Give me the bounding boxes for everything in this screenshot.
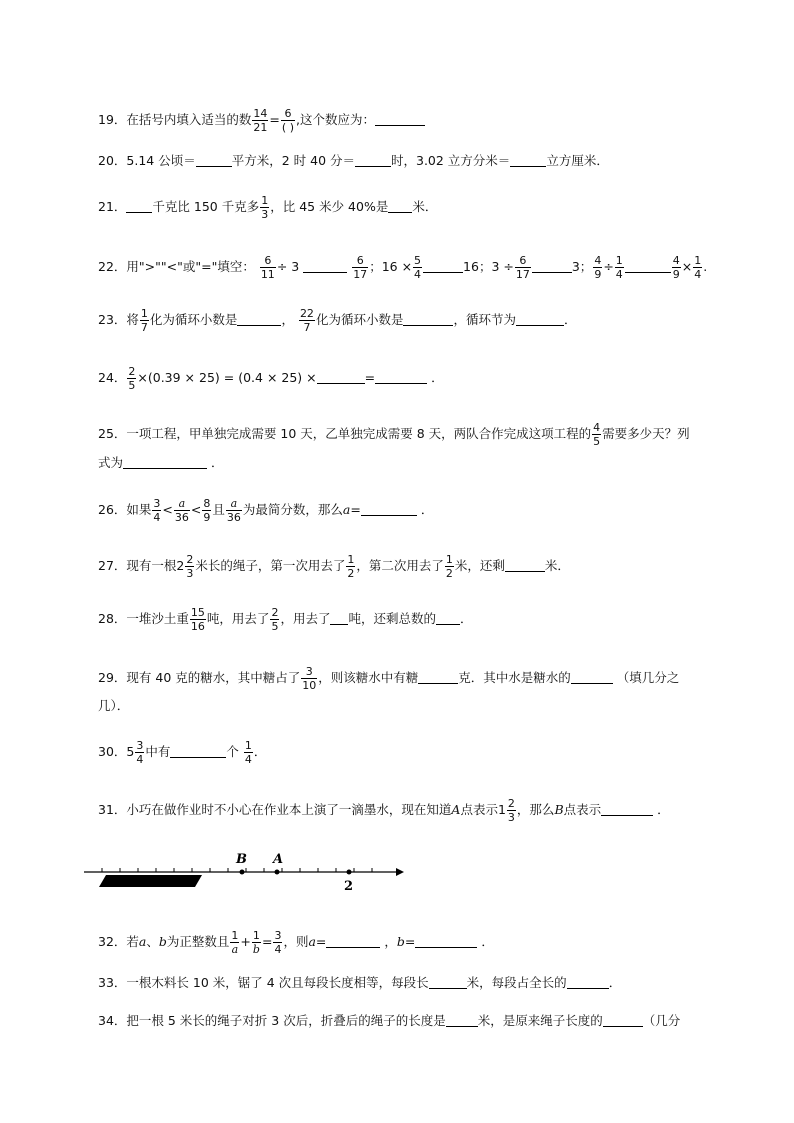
answer-blank[interactable] — [567, 976, 609, 989]
question-31: 31．小巧在做作业时不小心在作业本上演了一滴墨水，现在知道A点表示1 $\frac{2}{3}$ ，那么B点表示 ． — [98, 797, 670, 824]
fraction: $\frac{3}{4}$ — [274, 929, 282, 956]
question-21: 21． 千克比 150 千克多 $\frac{1}{3}$ ，比 45 米少 40%是 米． — [98, 194, 438, 221]
fraction: $\frac{3}{4}$ — [153, 497, 161, 524]
answer-blank[interactable] — [361, 503, 417, 516]
answer-blank[interactable] — [375, 113, 425, 126]
fraction: $\frac{1}{4}$ — [244, 739, 252, 766]
answer-blank[interactable] — [317, 371, 365, 384]
fraction: $\frac{1}{a}$ — [231, 929, 239, 956]
fraction: $\frac{4}{9}$ — [594, 254, 602, 281]
fraction: $\frac{22}{7}$ — [299, 307, 314, 334]
question-20: 20．5.14 公顷＝ 平方米，2 时 40 分＝ 时，3.02 立方分米＝ 立方厘米． — [98, 153, 609, 168]
fraction: $\frac{a}{36}$ — [174, 497, 189, 524]
fraction: $\frac{1}{4}$ — [694, 254, 702, 281]
label-two: 2 — [344, 879, 354, 894]
answer-blank[interactable] — [418, 671, 458, 684]
answer-blank[interactable] — [355, 154, 391, 167]
fraction: $\frac{6}{17}$ — [515, 254, 530, 281]
fraction: $\frac{6}{11}$ — [260, 254, 275, 281]
fraction: $\frac{6}{17}$ — [353, 254, 368, 281]
mixed-number: 5 $\frac{3}{4}$ — [126, 739, 144, 766]
question-33: 33．一根木料长 10 米，锯了 4 次且每段长度相等，每段长 米，每段占全长的 ． — [98, 975, 622, 990]
answer-blank[interactable] — [505, 559, 545, 572]
fraction: $\frac{1}{b}$ — [252, 929, 260, 956]
question-24: 24． $\frac{2}{5}$ ×(0.39 × 25) = (0.4 × 25) × = ． — [98, 365, 444, 392]
answer-blank[interactable] — [388, 200, 412, 213]
fraction: $\frac{5}{4}$ — [414, 254, 422, 281]
fraction: $\frac{4}{5}$ — [593, 421, 601, 448]
answer-blank[interactable] — [415, 935, 477, 948]
answer-blank[interactable] — [303, 260, 347, 273]
answer-blank[interactable] — [326, 935, 380, 948]
question-32: 32．若a、b为正整数且 $\frac{1}{a}$ + $\frac{1}{b}$ = $\frac{3}{4}$ ，则a= ，b= ． — [98, 929, 494, 956]
answer-blank[interactable] — [436, 612, 460, 625]
answer-blank[interactable] — [423, 260, 463, 273]
point-two — [347, 870, 352, 875]
answer-blank[interactable] — [429, 976, 467, 989]
answer-blank[interactable] — [403, 313, 453, 326]
ink-blot — [99, 875, 202, 887]
answer-blank[interactable] — [170, 745, 226, 758]
question-27: 27．现有一根2 $\frac{2}{3}$ 米长的绳子，第一次用去了 $\frac{1}{2}$ ，第二次用去了 $\frac{1}{2}$ 米，还剩 米． — [98, 553, 570, 580]
answer-blank[interactable] — [446, 1014, 478, 1027]
fraction: $\frac{6}{( )}$ — [281, 107, 294, 134]
answer-blank[interactable] — [330, 612, 348, 625]
question-30: 30．5 $\frac{3}{4}$ 中有 个 $\frac{1}{4}$ ． — [98, 739, 267, 766]
fraction: $\frac{1}{2}$ — [347, 553, 355, 580]
answer-blank[interactable] — [126, 200, 152, 213]
point-b — [240, 870, 245, 875]
answer-blank[interactable] — [196, 154, 232, 167]
point-a — [275, 870, 280, 875]
fraction: $\frac{1}{4}$ — [615, 254, 623, 281]
answer-blank[interactable] — [571, 671, 613, 684]
question-28: 28．一堆沙土重 $\frac{15}{16}$ 吨，用去了 $\frac{2}{5}$ ，用去了 吨，还剩总数的 ． — [98, 606, 473, 633]
fraction: $\frac{4}{9}$ — [672, 254, 680, 281]
question-25: 25．一项工程，甲单独完成需要 10 天，乙单独完成需要 8 天，两队合作完成这项工程的 $\frac{4}{5}$ 需要多少天？列 — [98, 421, 690, 448]
label-a: A — [273, 852, 284, 867]
fraction: $\frac{1}{2}$ — [445, 553, 453, 580]
fraction: $\frac{15}{16}$ — [190, 606, 205, 633]
question-23: 23．将 $\frac{1}{7}$ 化为循环小数是 ， $\frac{22}{7}$ 化为循环小数是 ，循环节为 ． — [98, 307, 577, 334]
answer-blank[interactable] — [375, 371, 427, 384]
fraction: $\frac{a}{36}$ — [226, 497, 241, 524]
number-line-figure — [82, 846, 412, 896]
answer-blank[interactable] — [532, 260, 572, 273]
fraction: $\frac{14}{21}$ — [253, 107, 268, 134]
question-22: 22．用">""<"或"="填空： $\frac{6}{11}$ ÷ 3 $\frac{6}{17}$ ；16 × $\frac{5}{4}$ 16；3 ÷ $\frac{6}{17}$ 3； $\frac{4}{9}$ ÷ $\frac{1}{4}$ $\frac{4}{9}$ × $\frac{1}{4}$ . — [98, 254, 708, 281]
answer-blank[interactable] — [237, 313, 281, 326]
fraction: $\frac{3}{10}$ — [302, 665, 317, 692]
answer-blank[interactable] — [603, 1014, 643, 1027]
question-26: 26．如果 $\frac{3}{4}$ < $\frac{a}{36}$ < $\frac{8}{9}$ 且 $\frac{a}{36}$ 为最简分数，那么a= ． — [98, 497, 434, 524]
answer-blank[interactable] — [516, 313, 564, 326]
label-b: B — [236, 852, 247, 867]
mixed-number: 2 $\frac{2}{3}$ — [176, 553, 194, 580]
axis-arrow — [396, 868, 404, 876]
fraction: $\frac{1}{7}$ — [140, 307, 148, 334]
question-25-line2: 式为 ． — [98, 455, 224, 470]
question-29: 29．现有 40 克的糖水，其中糖占了 $\frac{3}{10}$ ，则该糖水中有糖 克．其中水是糖水的 （填几分之 — [98, 665, 680, 692]
question-34: 34．把一根 5 米长的绳子对折 3 次后，折叠后的绳子的长度是 米，是原来绳子长度的 （几分 — [98, 1013, 681, 1028]
mixed-number: 1 $\frac{2}{3}$ — [497, 797, 515, 824]
answer-blank[interactable] — [601, 803, 653, 816]
fraction: $\frac{1}{3}$ — [261, 194, 269, 221]
answer-blank[interactable] — [510, 154, 546, 167]
answer-blank[interactable] — [123, 456, 207, 469]
fraction: $\frac{8}{9}$ — [203, 497, 211, 524]
answer-blank[interactable] — [625, 260, 671, 273]
question-19: 19．在括号内填入适当的数 $\frac{14}{21}$ = $\frac{6}{( )}$ ,这个数应为： — [98, 108, 425, 133]
fraction: $\frac{2}{5}$ — [128, 365, 136, 392]
fraction: $\frac{2}{5}$ — [271, 606, 279, 633]
question-29-line2: 几）． — [98, 698, 130, 713]
